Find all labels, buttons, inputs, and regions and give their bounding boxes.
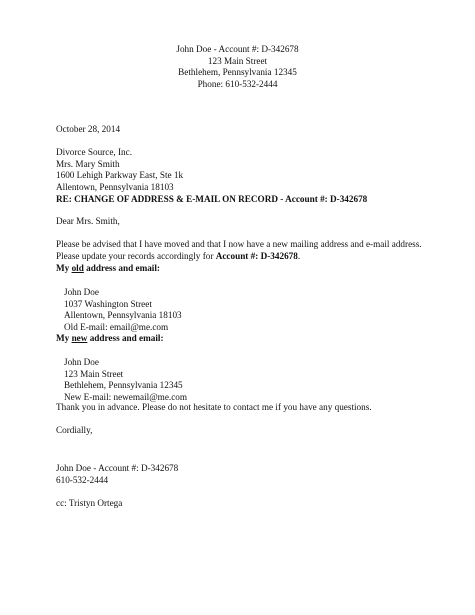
sender-city: Bethlehem, Pennsylvania 12345 xyxy=(178,67,297,78)
recipient-street: 1600 Lehigh Parkway East, Ste 1k xyxy=(56,170,184,181)
letter-date: October 28, 2014 xyxy=(56,124,121,134)
old-heading-emphasis: old xyxy=(71,263,84,273)
signature-block xyxy=(56,463,436,486)
subject-line: RE: CHANGE OF ADDRESS & E-MAIL ON RECORD - Account #: D-342678 xyxy=(56,194,368,204)
old-address-street: 1037 Washington Street xyxy=(64,298,152,309)
body-account-number: Account #: D-342678 xyxy=(215,250,298,261)
old-heading-prefix: My xyxy=(56,263,72,273)
new-address-heading-block xyxy=(56,333,436,345)
sender-header xyxy=(0,44,475,90)
signature-name-account: John Doe - Account #: D-342678 xyxy=(56,463,179,473)
old-heading-suffix: address and email: xyxy=(83,263,160,273)
body-line-2-prefix: Please update your records accordingly for xyxy=(56,250,216,261)
sender-street: 123 Main Street xyxy=(207,55,268,66)
signoff-block xyxy=(56,425,436,437)
new-address xyxy=(56,357,436,403)
letter-date-block xyxy=(56,124,436,136)
cc-block xyxy=(56,498,436,510)
closing-text: Thank you in advance. Please do not hesitate to contact me if you have any questions. xyxy=(56,402,372,412)
new-heading-prefix: My xyxy=(56,333,72,343)
salutation-block xyxy=(56,216,436,228)
new-address-heading xyxy=(56,333,436,345)
salutation: Dear Mrs. Smith, xyxy=(56,216,120,226)
body-paragraph xyxy=(56,239,436,262)
old-address-heading-block xyxy=(56,263,436,275)
sender-name-account: John Doe - Account #: D-342678 xyxy=(176,44,299,54)
closing-block xyxy=(56,402,436,414)
subject-block xyxy=(56,194,436,206)
new-email: New E-mail: newemail@me.com xyxy=(64,391,188,402)
old-address-heading xyxy=(56,263,436,275)
signature-phone: 610-532-2444 xyxy=(56,474,109,485)
new-address-name: John Doe xyxy=(64,357,99,367)
body-line-2 xyxy=(56,251,436,263)
old-email: Old E-mail: email@me.com xyxy=(64,321,169,332)
new-address-street: 123 Main Street xyxy=(64,368,124,379)
new-heading-emphasis: new xyxy=(71,333,88,343)
new-heading-suffix: address and email: xyxy=(87,333,164,343)
new-address-city: Bethlehem, Pennsylvania 12345 xyxy=(64,380,183,391)
body-line-2-suffix: . xyxy=(297,250,301,261)
recipient-address xyxy=(56,147,436,193)
cc-line: cc: Tristyn Ortega xyxy=(56,498,123,508)
recipient-name: Mrs. Mary Smith xyxy=(56,158,120,169)
recipient-city: Allentown, Pennsylvania 18103 xyxy=(56,181,174,192)
sender-phone: Phone: 610-532-2444 xyxy=(197,78,278,89)
body-line-1: Please be advised that I have moved and that I now have a new mailing address and e-mail address. xyxy=(56,239,422,249)
old-address-city: Allentown, Pennsylvania 18103 xyxy=(64,310,182,321)
old-address xyxy=(56,287,436,333)
old-address-name: John Doe xyxy=(64,287,99,297)
recipient-company: Divorce Source, Inc. xyxy=(56,147,133,157)
signoff: Cordially, xyxy=(56,425,93,435)
